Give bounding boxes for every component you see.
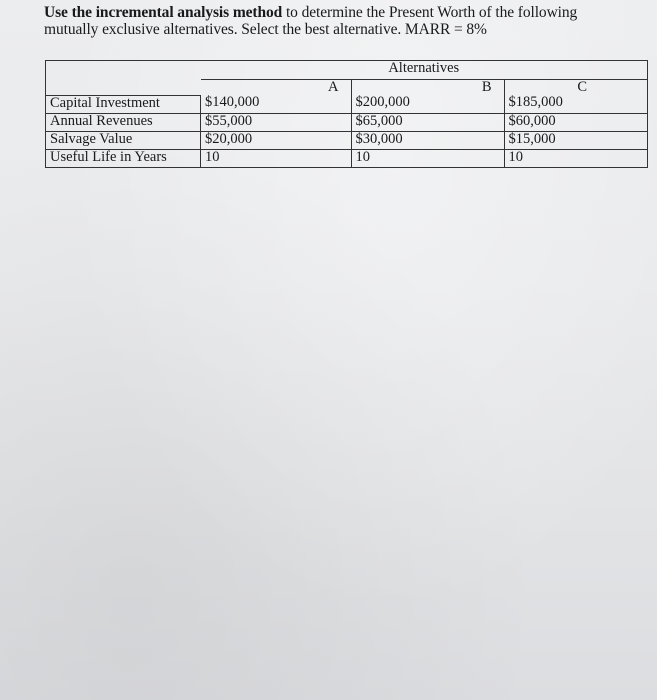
question-line2: mutually exclusive alternatives. Select the best alternative. MARR = 8% [44, 21, 487, 38]
table-column-header-row [46, 80, 648, 96]
table-row [46, 113, 648, 131]
cell-c-annual-revenues: $60,000 [504, 113, 648, 131]
column-header-a: A [201, 80, 352, 96]
table-group-header-row [46, 61, 648, 80]
question-line1-rest: to determine the Present Worth of the following [282, 4, 578, 21]
cell-c-salvage-value: $15,000 [504, 131, 648, 149]
cell-c-useful-life: 10 [504, 149, 648, 167]
cell-c-capital-investment: $185,000 [504, 95, 648, 113]
cell-a-capital-investment: $140,000 [201, 95, 352, 113]
table-row [46, 95, 648, 113]
question-text [44, 4, 644, 38]
row-label-salvage-value: Salvage Value [46, 131, 201, 149]
cell-a-useful-life: 10 [201, 149, 352, 167]
cell-b-capital-investment: $200,000 [351, 95, 504, 113]
table-column-header-blank [46, 80, 201, 96]
column-header-c: C [504, 80, 648, 96]
row-label-annual-revenues: Annual Revenues [46, 113, 201, 131]
cell-b-useful-life: 10 [351, 149, 504, 167]
cell-a-salvage-value: $20,000 [201, 131, 352, 149]
cell-b-annual-revenues: $65,000 [351, 113, 504, 131]
cell-b-salvage-value: $30,000 [351, 131, 504, 149]
column-header-b: B [351, 80, 504, 96]
alternatives-header: Alternatives [201, 61, 648, 80]
table-row [46, 149, 648, 167]
table-corner-cell [46, 61, 201, 80]
row-label-capital-investment: Capital Investment [46, 95, 201, 113]
cell-a-annual-revenues: $55,000 [201, 113, 352, 131]
table-row [46, 131, 648, 149]
alternatives-table [45, 60, 648, 168]
row-label-useful-life: Useful Life in Years [46, 149, 201, 167]
question-bold-phrase: Use the incremental analysis method [44, 4, 283, 21]
